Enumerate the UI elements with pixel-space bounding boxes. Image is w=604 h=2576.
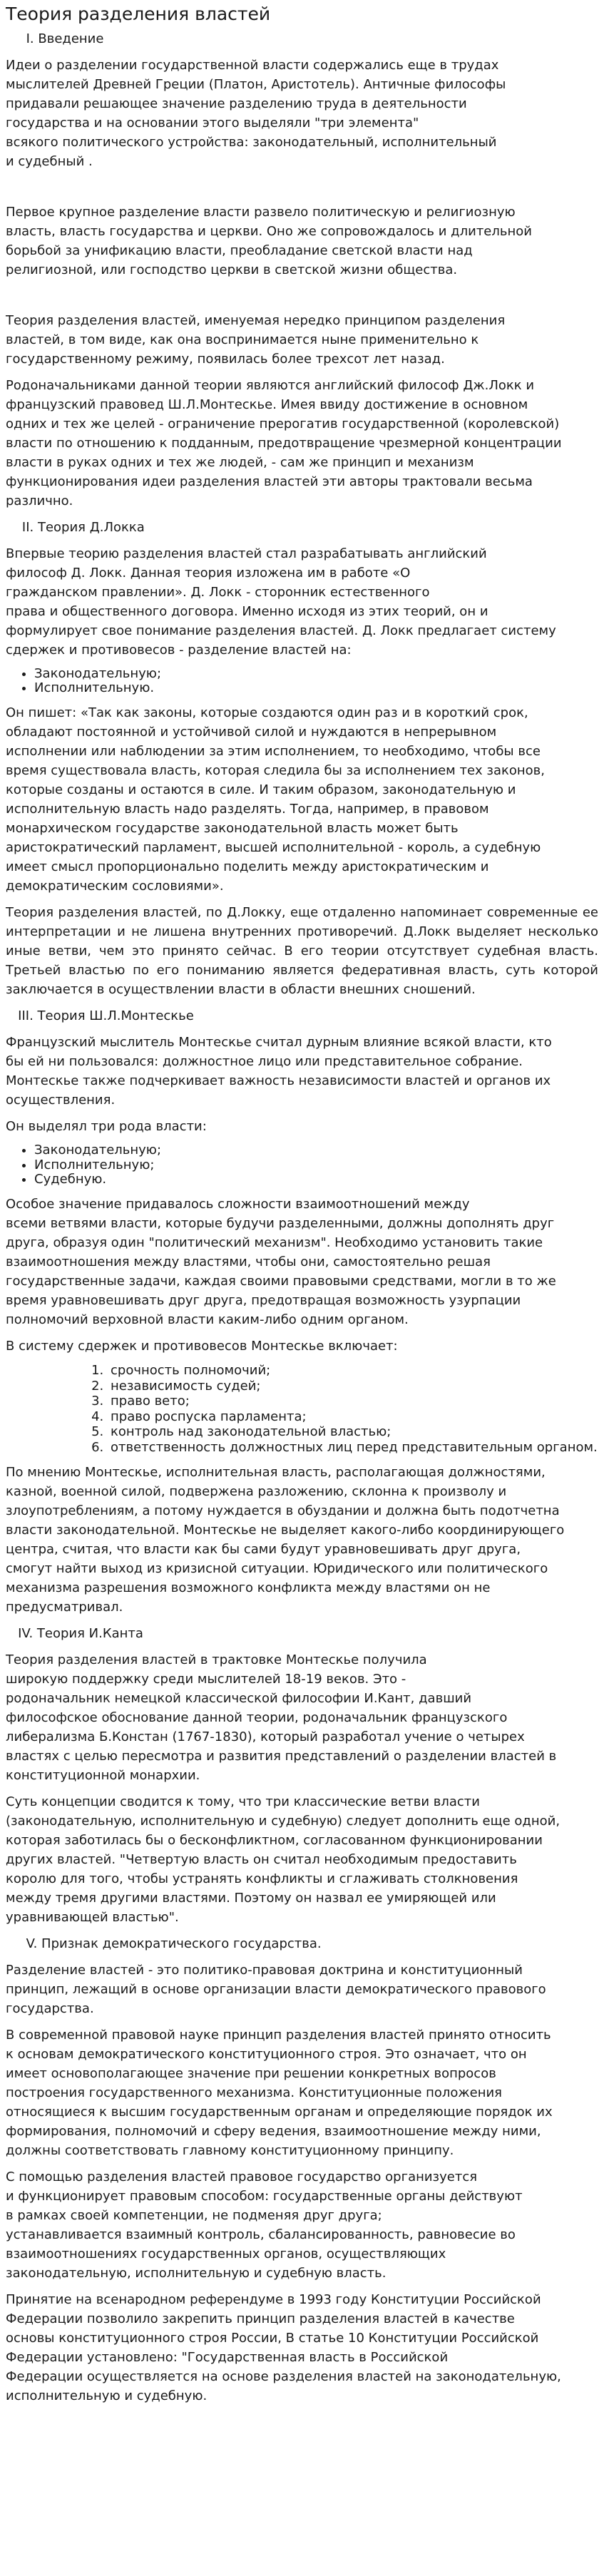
paragraph: В современной правовой науке принцип разделения властей принято относить к основам демократического конституционного строя. Это означает, что он имеет основополагающее значение при решении конкретных вопросов построения государственного механизма. Конституционные положения относящиеся к высшим государственным органам и определяющие порядок их формирования, полномочий и сферу ведения, взаимоотношение между ними, должны соответствовать главному конституционному принципу. xyxy=(6,2027,553,2158)
list-item: 6. ответственность должностных лиц перед представительным органом. xyxy=(108,1440,598,1456)
paragraph: Теория разделения властей в трактовке Монтескье получила широкую поддержку среди мыслителей 18-19 веков. Это - родоначальник немецкой классической философии И.Кант, давший философское обоснование данной теории, родоначальник французского либерализма Б.Констан (1767-1830), который разработал учение о четырех властях с целью пересмотра и развития представлений о разделении властей в конституционной монархии. xyxy=(6,1652,557,1783)
section-locke xyxy=(6,518,598,999)
section-montesquieu xyxy=(6,1006,598,1617)
paragraph: С помощью разделения властей правовое государство организуется и функционирует правовым способом: государственные органы действуют в рамках своей компетенции, не подменяя друг друга; устанавливается взаимный контроль, сбалансированность, равновесие во взаимоотношениях государственных органов, осуществляющих законодательную, исполнительную и судебную власть. xyxy=(6,2169,523,2281)
bullet-list xyxy=(6,1143,598,1187)
section-heading: I. Введение xyxy=(6,31,104,46)
paragraph: Он пишет: «Так как законы, которые создаются один раз и в короткий срок, обладают постоянной и устойчивой силой и нуждаются в непрерывном исполнении или наблюдении за этим исполнением, то необходимо, чтобы все время существовала власть, которая следила бы за исполнением тех законов, которые созданы и остаются в силе. И таким образом, законодательную и исполнительную власть надо разделять. Тогда, например, в правовом монархическом государстве законодательной власть может быть аристократический парламент, высшей исполнительной - король, а судебную имеет смысл пропорционально поделить между аристократическим и демократическим сословиями». xyxy=(6,705,546,894)
paragraph: Первое крупное разделение власти развело политическую и религиозную власть, власть государства и церкви. Оно же сопровождалось и длительной борьбой за унификацию власти, преобладание светской власти над религиозной, или господство церкви в светской жизни общества. xyxy=(6,204,532,277)
paragraph: Теория разделения властей, именуемая нередко принципом разделения властей, в том виде, как она воспринимается ныне применительно к государственному режиму, появилась более трехсот лет назад. xyxy=(6,312,506,367)
spacer xyxy=(6,178,598,203)
paragraph: В систему сдержек и противовесов Монтескье включает: xyxy=(6,1338,398,1354)
paragraph: Родоначальниками данной теории являются английский философ Дж.Локк и французский правовед Ш.Л.Монтескье. Имея ввиду достижение в основном одних и тех же целей - ограничение прерогатив государственной (королевской) власти по отношению к подданным, предотвращение чрезмерной концентрации власти в руках одних и тех же людей, - сам же принцип и механизм функционирования идеи разделения властей эти авторы трактовали весьма различно. xyxy=(6,377,562,508)
list-item: • Законодательную; xyxy=(34,1143,598,1158)
paragraph: Суть концепции сводится к тому, что три классические ветви власти (законодательную, исполнительную и судебную) следует дополнить еще одной, которая заботилась бы о бесконфликтном, согласованном функционировании других властей. "Четвертую власть он считал необходимым предоставить королю для того, чтобы устранять конфликты и сглаживать столкновения между тремя другими властями. Поэтому он назвал ее умиряющей или уравнивающей властью". xyxy=(6,1794,561,1925)
section-kant xyxy=(6,1624,598,1927)
spacer xyxy=(6,287,598,311)
list-item: 4. право роспуска парламента; xyxy=(108,1409,598,1425)
numbered-list xyxy=(6,1363,598,1456)
paragraph: Теория разделения властей, по Д.Локку, еще отдаленно напоминает современные ее интерпретации и не лишена внутренних противоречий. Д.Локк выделяет несколько иные ветви, чем это принято сейчас. В его теории отсутствует судебная власть. Третьей властью по его пониманию является федеративная власть, суть которой заключается в осуществлении власти в области внешних сношений. xyxy=(6,904,598,997)
list-item: 2. независимость судей; xyxy=(108,1379,598,1394)
paragraph: Принятие на всенародном референдуме в 1993 году Конституции Российской Федерации позволило закрепить принцип разделения властей в качестве основы конституционного строя России, В статье 10 Конституции Российской Федерации установлено: "Государственная власть в Российской Федерации осуществляется на основе разделения властей на законодательную, исполнительную и судебную. xyxy=(6,2291,561,2403)
section-heading: IV. Теория И.Канта xyxy=(6,1625,143,1641)
paragraph: Французский мыслитель Монтескье считал дурным влияние всякой власти, кто бы ей ни пользовался: должностное лицо или представительное собрание. Монтескье также подчеркивает важность независимости властей и органов их осуществления. xyxy=(6,1034,552,1108)
list-item: 3. право вето; xyxy=(108,1394,598,1409)
paragraph: По мнению Монтескье, исполнительная власть, располагающая должностями, казной, военной силой, подвержена разложению, склонна к произволу и злоупотреблениям, а потому нуждается в обуздании и должна быть подотчетна власти законодательной. Монтескье не выделяет какого-либо координирующего центра, считая, что власти как бы сами будут уравновешивать друг друга, смогут найти выход из кризисной ситуации. Юридического или политического механизма разрешения возможного конфликта между властями он не предусматривал. xyxy=(6,1464,565,1615)
bullet-list xyxy=(6,667,598,696)
paragraph: Он выделял три рода власти: xyxy=(6,1118,207,1134)
paragraph: Впервые теорию разделения властей стал разрабатывать английский философ Д. Локк. Данная теория изложена им в работе «О гражданском правлении». Д. Локк - сторонник естественного права и общественного договора. Именно исходя из этих теорий, он и формулирует свое понимание разделения властей. Д. Локк предлагает систему сдержек и противовесов - разделение властей на: xyxy=(6,546,556,658)
paragraph: Идеи о разделении государственной власти содержались еще в трудах мыслителей Древней Греции (Платон, Аристотель). Античные философы придавали решающее значение разделению труда в деятельности государства и на основании этого выделяли "три элемента" всякого политического устройства: законодательный, исполнительный и судебный . xyxy=(6,57,506,169)
section-heading: V. Признак демократического государства. xyxy=(6,1936,322,1951)
section-heading: II. Теория Д.Локка xyxy=(6,519,145,535)
list-item: • Судебную. xyxy=(34,1172,598,1187)
list-item: • Исполнительную; xyxy=(34,1158,598,1173)
list-item: • Законодательную; xyxy=(34,667,598,682)
list-item: 1. срочность полномочий; xyxy=(108,1363,598,1379)
list-item: 5. контроль над законодательной властью; xyxy=(108,1424,598,1440)
paragraph: Особое значение придавалось сложности взаимоотношений между всеми ветвями власти, которые будучи разделенными, должны дополнять друг друга, образуя один "политический механизм". Необходимо установить такие взаимоотношения между властями, чтобы они, самостоятельно решая государственные задачи, каждая своими правовыми средствами, могли в то же время уравновешивать друг друга, предотвращая возможность узурпации полномочий верховной власти каким-либо одним органом. xyxy=(6,1196,556,1327)
section-heading: III. Теория Ш.Л.Монтескье xyxy=(6,1008,194,1023)
page-title: Теория разделения властей xyxy=(6,4,271,24)
paragraph: Разделение властей - это политико-правовая доктрина и конституционный принцип, лежащий в основе организации власти демократического правового государства. xyxy=(6,1962,546,2016)
section-introduction xyxy=(6,29,598,511)
section-democratic-state xyxy=(6,1934,598,2406)
list-item: • Исполнительную. xyxy=(34,681,598,696)
